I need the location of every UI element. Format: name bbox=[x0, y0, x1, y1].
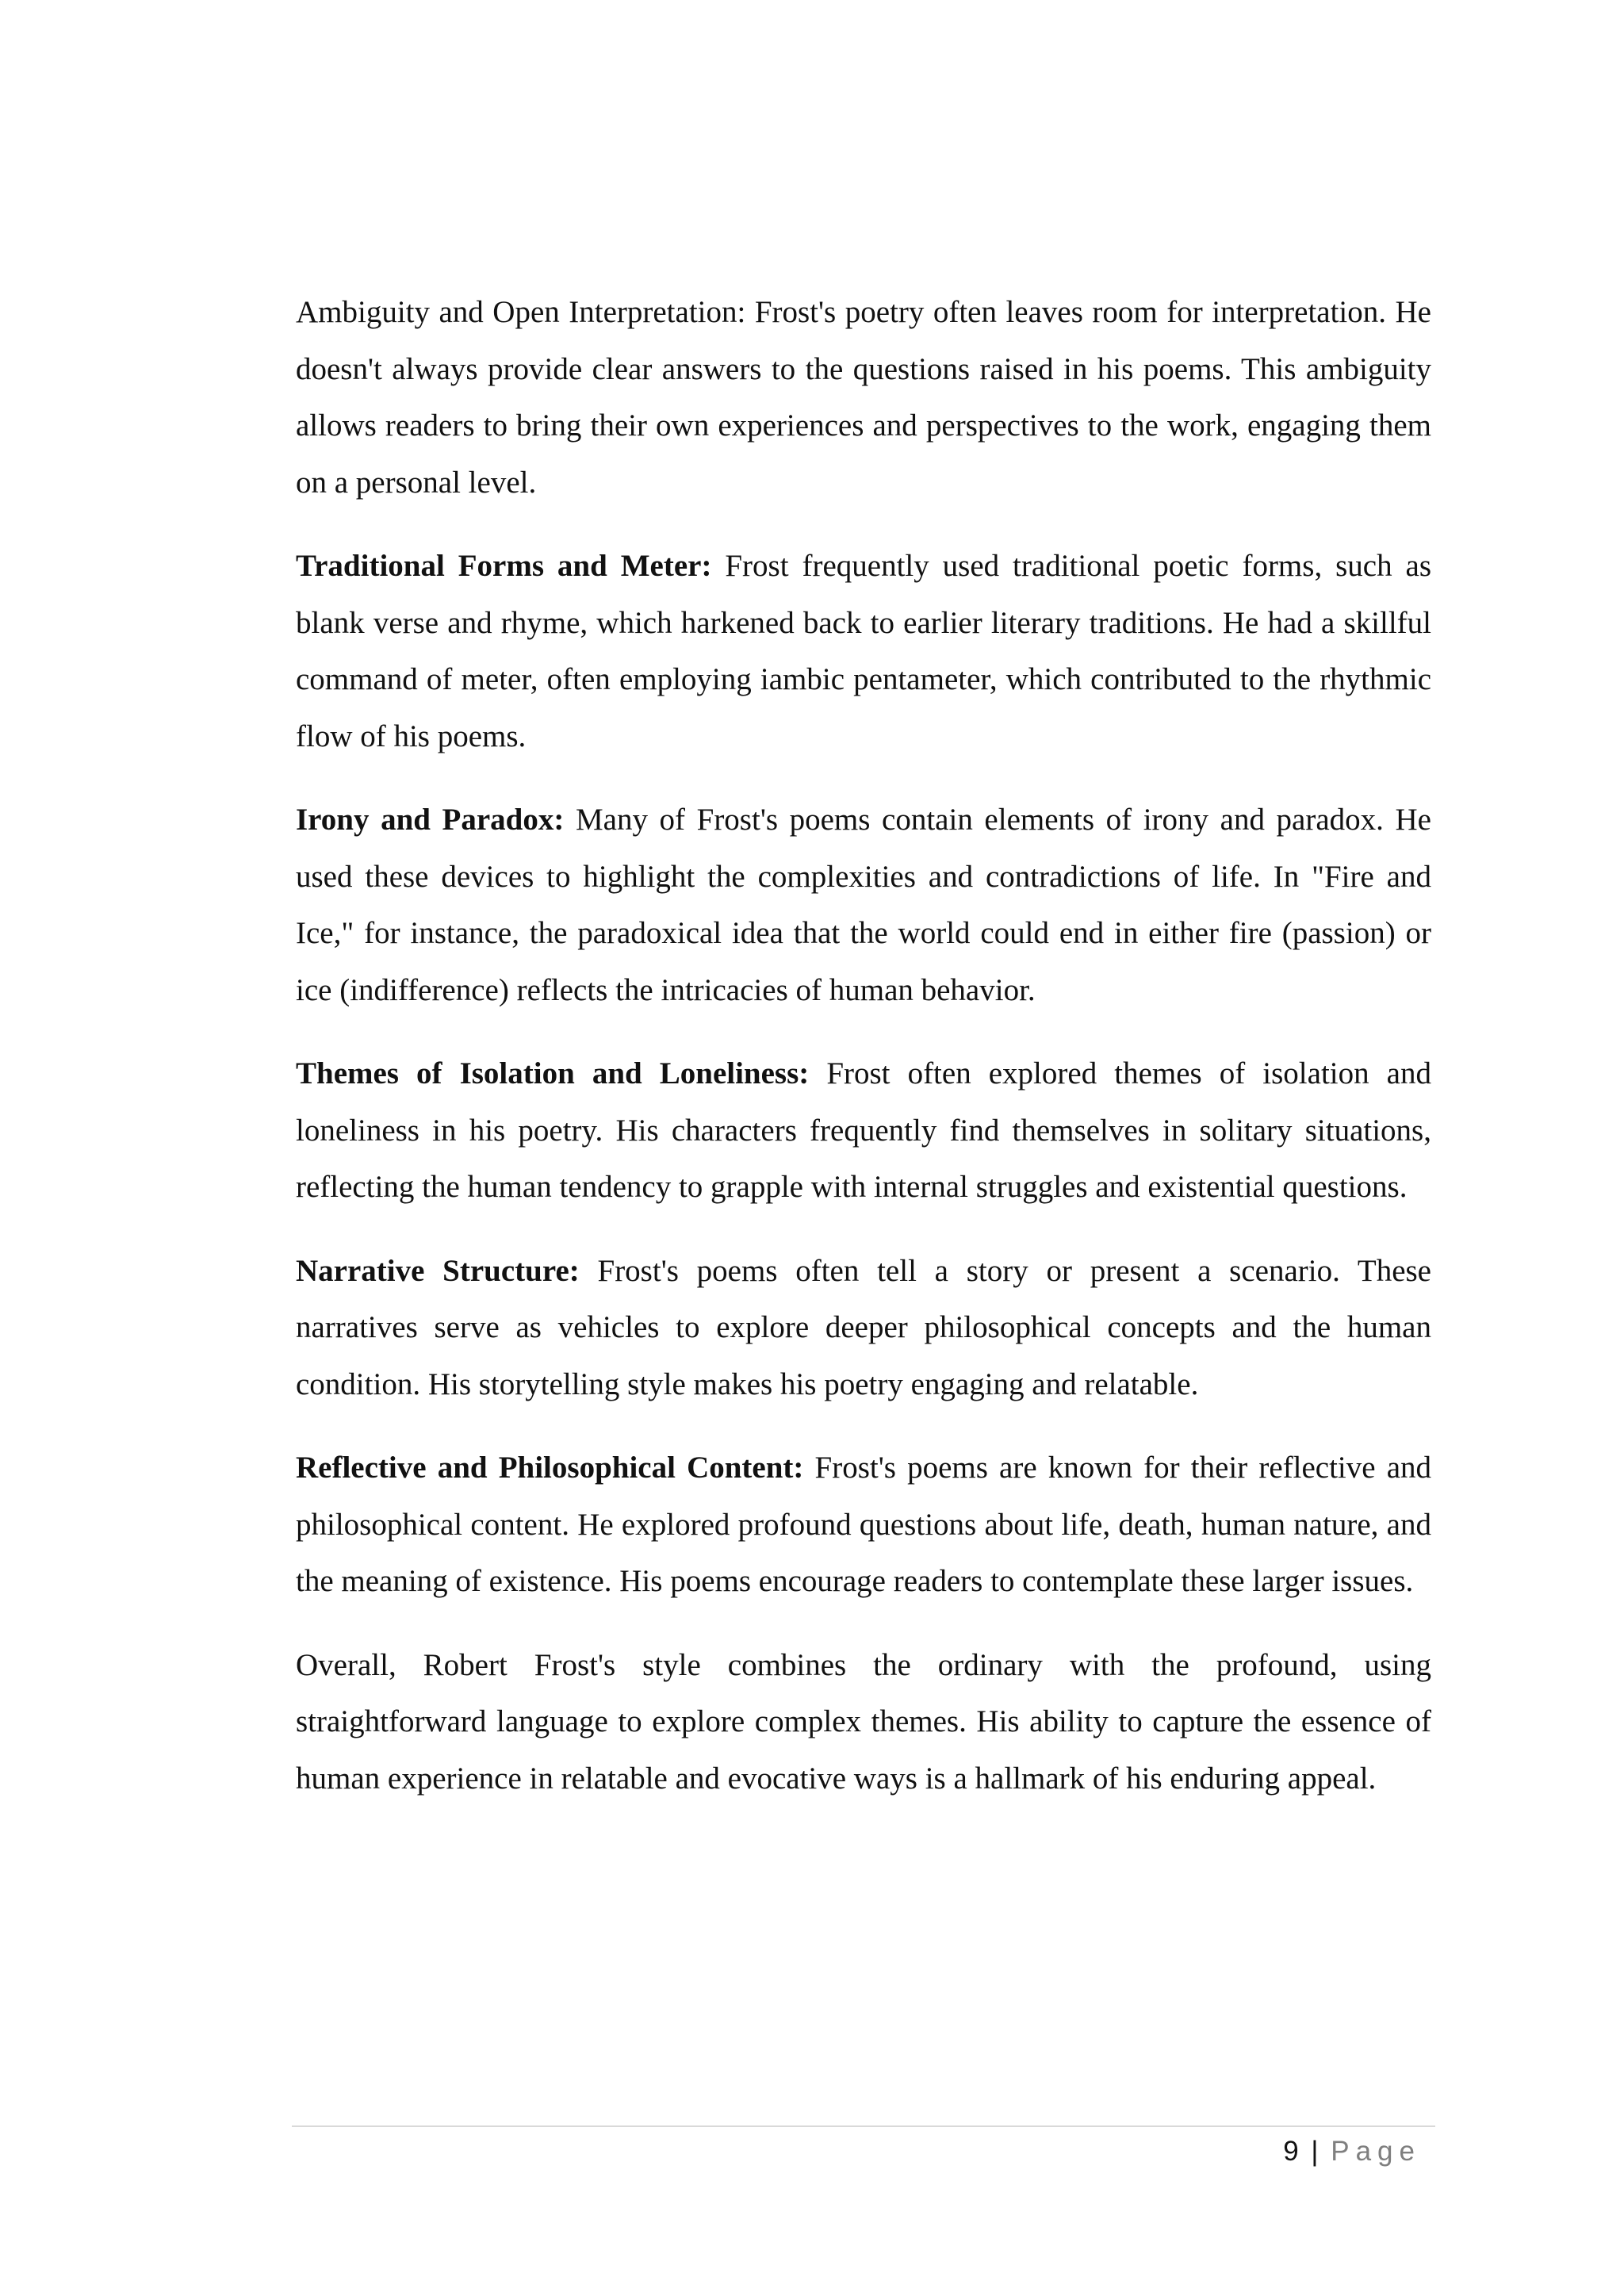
paragraph-text: Frost's poems are known for their reflective and philosophical content. He explored profound questions about life, death, human nature, and the meaning of existence. His poems encourage readers to contemplate these larger issues. bbox=[296, 1451, 1432, 1598]
paragraph-overall bbox=[296, 1637, 1431, 1807]
page-label: Page bbox=[1331, 2136, 1421, 2167]
paragraph-term: Reflective and Philosophical Content: bbox=[296, 1451, 804, 1485]
paragraph-term: Irony and Paradox: bbox=[296, 803, 565, 837]
page-footer bbox=[1283, 2132, 1421, 2171]
paragraph-reflective bbox=[296, 1439, 1431, 1610]
paragraph-term: Narrative Structure: bbox=[296, 1253, 580, 1288]
footer-divider bbox=[292, 2125, 1435, 2127]
paragraph-text: Many of Frost's poems contain elements of irony and paradox. He used these devices to highlight the complexities and contradictions of life. In "Fire and Ice," for instance, the paradoxical idea that the world could end in either fire (passion) or ice (indifference) reflects the intricacies of human behavior. bbox=[296, 803, 1431, 1007]
footer-separator: | bbox=[1311, 2136, 1319, 2167]
paragraph-term: Themes of Isolation and Loneliness: bbox=[296, 1056, 810, 1091]
paragraph-ambiguity bbox=[296, 284, 1431, 511]
body-text bbox=[296, 284, 1431, 1834]
paragraph-text: Frost's poems often tell a story or present a scenario. These narratives serve as vehicles to explore deeper philosophical concepts and the human condition. His storytelling style makes his poetry engaging and relatable. bbox=[296, 1253, 1431, 1401]
paragraph-text: Frost frequently used traditional poetic forms, such as blank verse and rhyme, which harkened back to earlier literary traditions. He had a skillful command of meter, often employing iambic pentameter, which contributed to the rhythmic flow of his poems. bbox=[296, 549, 1432, 753]
paragraph-text: Overall, Robert Frost's style combines the ordinary with the profound, using straightforward language to explore complex themes. His ability to capture the essence of human experience in relatable and evocative ways is a hallmark of his enduring appeal. bbox=[296, 1647, 1431, 1796]
paragraph-text: Ambiguity and Open Interpretation: Frost's poetry often leaves room for interpretation. He doesn't always provide clear answers to the questions raised in his poems. This ambiguity allows readers to bring their own experiences and perspectives to the work, engaging them on a personal level. bbox=[296, 295, 1431, 500]
paragraph-narrative bbox=[296, 1243, 1431, 1413]
paragraph-traditional-forms bbox=[296, 538, 1431, 765]
paragraph-isolation bbox=[296, 1045, 1431, 1216]
paragraph-irony-paradox bbox=[296, 792, 1431, 1018]
page-number: 9 bbox=[1283, 2136, 1299, 2167]
paragraph-term: Traditional Forms and Meter: bbox=[296, 549, 712, 583]
paragraph-text: Frost often explored themes of isolation and loneliness in his poetry. His characters frequently find themselves in solitary situations, reflecting the human tendency to grapple with internal struggles and existential questions. bbox=[296, 1056, 1431, 1204]
